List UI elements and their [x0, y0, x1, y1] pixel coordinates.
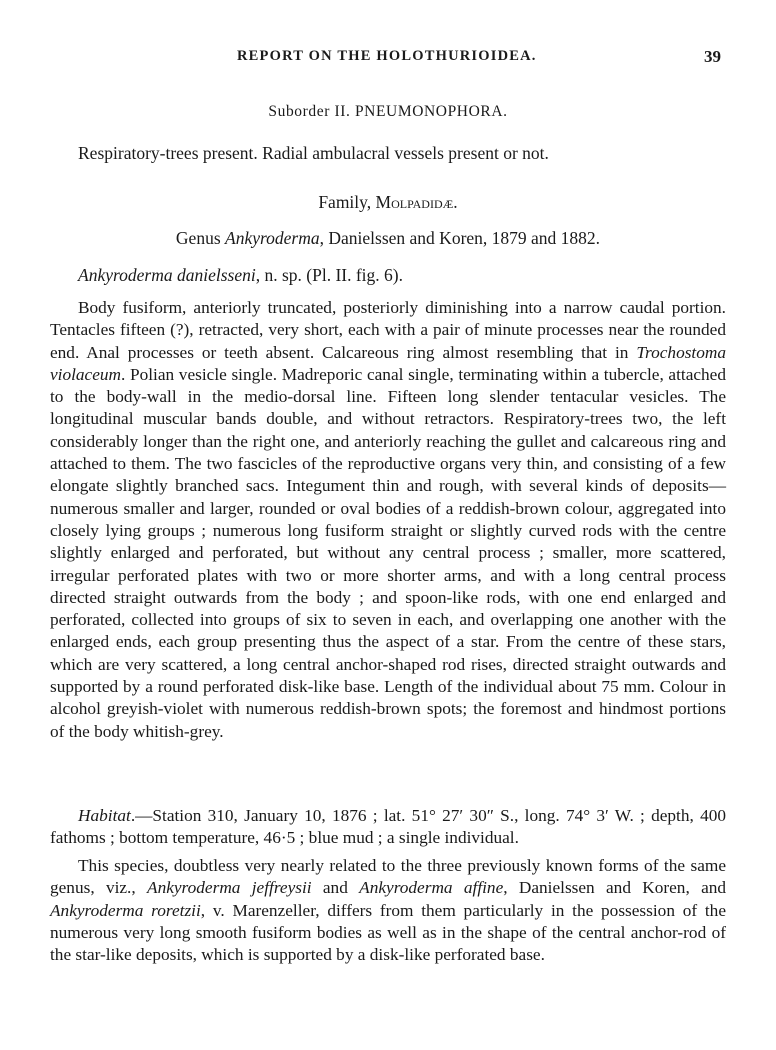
remarks-paragraph [50, 855, 726, 966]
remarks-text-2: and [311, 878, 360, 898]
description-italic-species: Trochostoma violaceum [50, 342, 726, 384]
species-suffix: , n. sp. (Pl. II. fig. 6). [255, 265, 403, 285]
remarks-text-1: This species, doubtless very nearly related to the three previously known forms of the same genus, viz., [50, 856, 726, 898]
species-description [50, 297, 726, 743]
remarks-text-3: , Danielssen and Koren, and [503, 878, 727, 898]
family-heading [0, 192, 776, 213]
species-name: Ankyroderma danielsseni [78, 265, 256, 285]
genus-authority: , Danielssen and Koren, 1879 and 1882. [319, 228, 601, 248]
species-heading [78, 265, 403, 286]
family-name: Molpadidæ. [375, 192, 458, 212]
remarks-text-4: , v. Marenzeller, differs from them particularly in the possession of the numerous very long smooth fusiform bodies as well as in the shape of the central anchor-rod of the star-like deposits, which is supported by a disk-like perforated base. [50, 900, 726, 965]
description-text-2: . Polian vesicle single. Madreporic canal single, terminating within a tubercle, attached to the body-wall in the medio-dorsal line. Fifteen long slender tentacular vesicles. The longitudinal muscular bands double, and without retractors. Respiratory-trees two, the left considerably longer than the right one, and anteriorly reaching the gullet and calcareous ring and attached to them. The two fascicles of the reproductive organs very thin, and consisting of a few elongate slightly branched sacs. Integument thin and rough, with several kinds of deposits—numerous smaller and larger, rounded or oval bodies of a reddish-brown colour, aggregated into closely lying groups ; numerous long fusiform straight or slightly curved rods with the centre slightly enlarged and perforated, but without any central process ; smaller, more scattered, irregular perforated plates with two or more shorter arms, and with a long central process directed straight outwards from the body ; and spoon-like rods, with one end enlarged and perforated, collected into groups of six to seven in each, and overlapping one another with the enlarged ends, each group presenting thus the aspect of a star. From the centre of these stars, which are very scattered, a long central anchor-shaped rod rises, directed straight outwards and supported by a round perforated disk-like base. Length of the individual about 75 mm. Colour in alcohol greyish-violet with numerous reddish-brown spots; the foremost and hindmost portions of the body whitish-grey. [50, 364, 726, 741]
habitat-label: Habitat [78, 806, 131, 825]
suborder-characters: Respiratory-trees present. Radial ambulacral vessels present or not. [78, 143, 549, 163]
running-title: REPORT ON THE HOLOTHURIOIDEA. [237, 48, 537, 64]
remarks-italic-3: Ankyroderma roretzii [50, 900, 201, 920]
page-number: 39 [704, 47, 721, 66]
genus-heading [0, 228, 776, 249]
family-prefix: Family, [318, 192, 376, 212]
habitat-text: .—Station 310, January 10, 1876 ; lat. 51° 27′ 30″ S., long. 74° 3′ W. ; depth, 400 fathoms ; bottom temperature, 46·5 ; blue mud ; a single individual. [50, 806, 726, 848]
remarks-italic-1: Ankyroderma jeffreysii [147, 878, 312, 898]
habitat-paragraph [50, 805, 726, 850]
suborder-heading: Suborder II. PNEUMONOPHORA. [268, 103, 508, 120]
genus-prefix: Genus [175, 228, 226, 248]
remarks-italic-2: Ankyroderma affine [359, 878, 504, 898]
description-text-1: Body fusiform, anteriorly truncated, posteriorly diminishing into a narrow caudal portion. Tentacles fifteen (?), retracted, very short, each with a pair of minute processes near the rounded end. Anal processes or teeth absent. Calcareous ring almost resembling that in [50, 298, 726, 362]
genus-name: Ankyroderma [225, 228, 320, 248]
running-header [0, 48, 776, 70]
